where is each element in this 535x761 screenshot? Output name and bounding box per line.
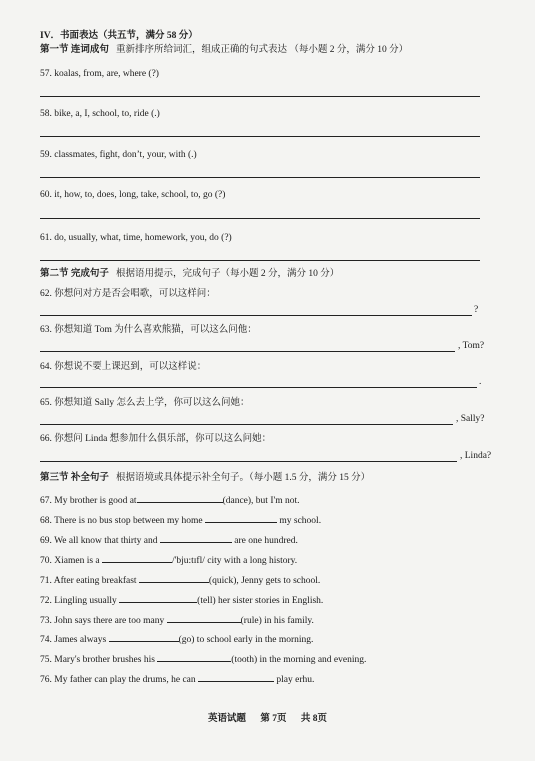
answer-line-63[interactable] [40, 351, 455, 352]
part1-header [40, 44, 408, 56]
question-60: 60. it, how, to, does, long, take, school, to, go (?) [40, 190, 226, 200]
part2-instruction: 根据语用提示，完成句子（每小题 2 分，满分 10 分） [116, 269, 340, 279]
ending-64: . [479, 377, 482, 387]
answer-line-58[interactable] [40, 136, 480, 137]
question-71: 71. After eating breakfast (quick), Jenny gets to school. [40, 576, 321, 586]
question-74: 74. James always (go) to school early in the morning. [40, 635, 314, 645]
question-76: 76. My father can play the drums, he can play erhu. [40, 675, 315, 685]
answer-blank-76[interactable] [198, 673, 274, 682]
section-heading: IV．书面表达（共五节，满分 58 分） [40, 31, 198, 41]
question-59: 59. classmates, fight, don’t, your, with (.) [40, 150, 197, 160]
footer-subject: 英语试题 [207, 714, 246, 724]
question-61: 61. do, usually, what, time, homework, you, do (?) [40, 233, 232, 243]
part1-title: 第一节 连词成句 [40, 45, 109, 55]
page-footer [0, 710, 535, 724]
answer-line-57[interactable] [40, 96, 480, 97]
question-73: 73. John says there are too many (rule) in his family. [40, 616, 314, 626]
footer-total-pages: 共 8页 [300, 714, 328, 724]
answer-line-59[interactable] [40, 177, 480, 178]
part1-instruction: 重新排序所给词汇，组成正确的句式表达 （每小题 2 分，满分 10 分） [116, 45, 409, 55]
answer-blank-68[interactable] [205, 514, 277, 523]
question-75: 75. Mary's brother brushes his (tooth) in the morning and evening. [40, 655, 367, 665]
answer-blank-73[interactable] [167, 614, 241, 623]
question-69: 69. We all know that thirty and are one hundred. [40, 536, 298, 546]
ending-65: , Sally? [456, 414, 485, 424]
answer-line-61[interactable] [40, 260, 480, 261]
answer-blank-70[interactable] [102, 554, 172, 563]
ending-62: ? [474, 305, 479, 315]
question-70: 70. Xiamen is a /'bju:tɪfl/ city with a long history. [40, 556, 298, 566]
question-68: 68. There is no bus stop between my home my school. [40, 516, 322, 526]
part3-instruction: 根据语境或具体提示补全句子。（每小题 1.5 分，满分 15 分） [116, 473, 371, 483]
answer-line-64[interactable] [40, 387, 477, 388]
footer-page-number: 第 7页 [260, 714, 287, 724]
question-63: 63. 你想知道 Tom 为什么喜欢熊猫，可以这么问他： [40, 325, 257, 335]
part3-title: 第三节 补全句子 [40, 473, 109, 483]
ending-63: , Tom? [458, 341, 485, 351]
question-62: 62. 你想问对方是否会唱歌，可以这样问： [40, 289, 216, 299]
part2-title: 第二节 完成句子 [40, 269, 109, 279]
answer-blank-69[interactable] [160, 534, 232, 543]
answer-blank-71[interactable] [139, 574, 209, 583]
answer-blank-67[interactable] [137, 494, 223, 503]
ending-66: , Linda? [460, 451, 492, 461]
part3-header [40, 472, 370, 484]
answer-blank-75[interactable] [157, 653, 231, 662]
question-65: 65. 你想知道 Sally 怎么去上学，你可以这么问她： [40, 398, 250, 408]
answer-blank-72[interactable] [119, 594, 197, 603]
question-64: 64. 你想说不要上课迟到，可以这样说： [40, 362, 207, 372]
question-67: 67. My brother is good at (dance), but I'm not. [40, 496, 300, 506]
question-72: 72. Lingling usually (tell) her sister stories in English. [40, 596, 324, 606]
part2-header [40, 268, 339, 280]
question-66: 66. 你想问 Linda 想参加什么俱乐部，你可以这么问她： [40, 434, 272, 444]
answer-line-66[interactable] [40, 461, 457, 462]
answer-line-60[interactable] [40, 218, 480, 219]
answer-line-62[interactable] [40, 315, 472, 316]
answer-blank-74[interactable] [109, 633, 179, 642]
question-57: 57. koalas, from, are, where (?) [40, 69, 159, 79]
answer-line-65[interactable] [40, 424, 453, 425]
question-58: 58. bike, a, I, school, to, ride (.) [40, 109, 160, 119]
